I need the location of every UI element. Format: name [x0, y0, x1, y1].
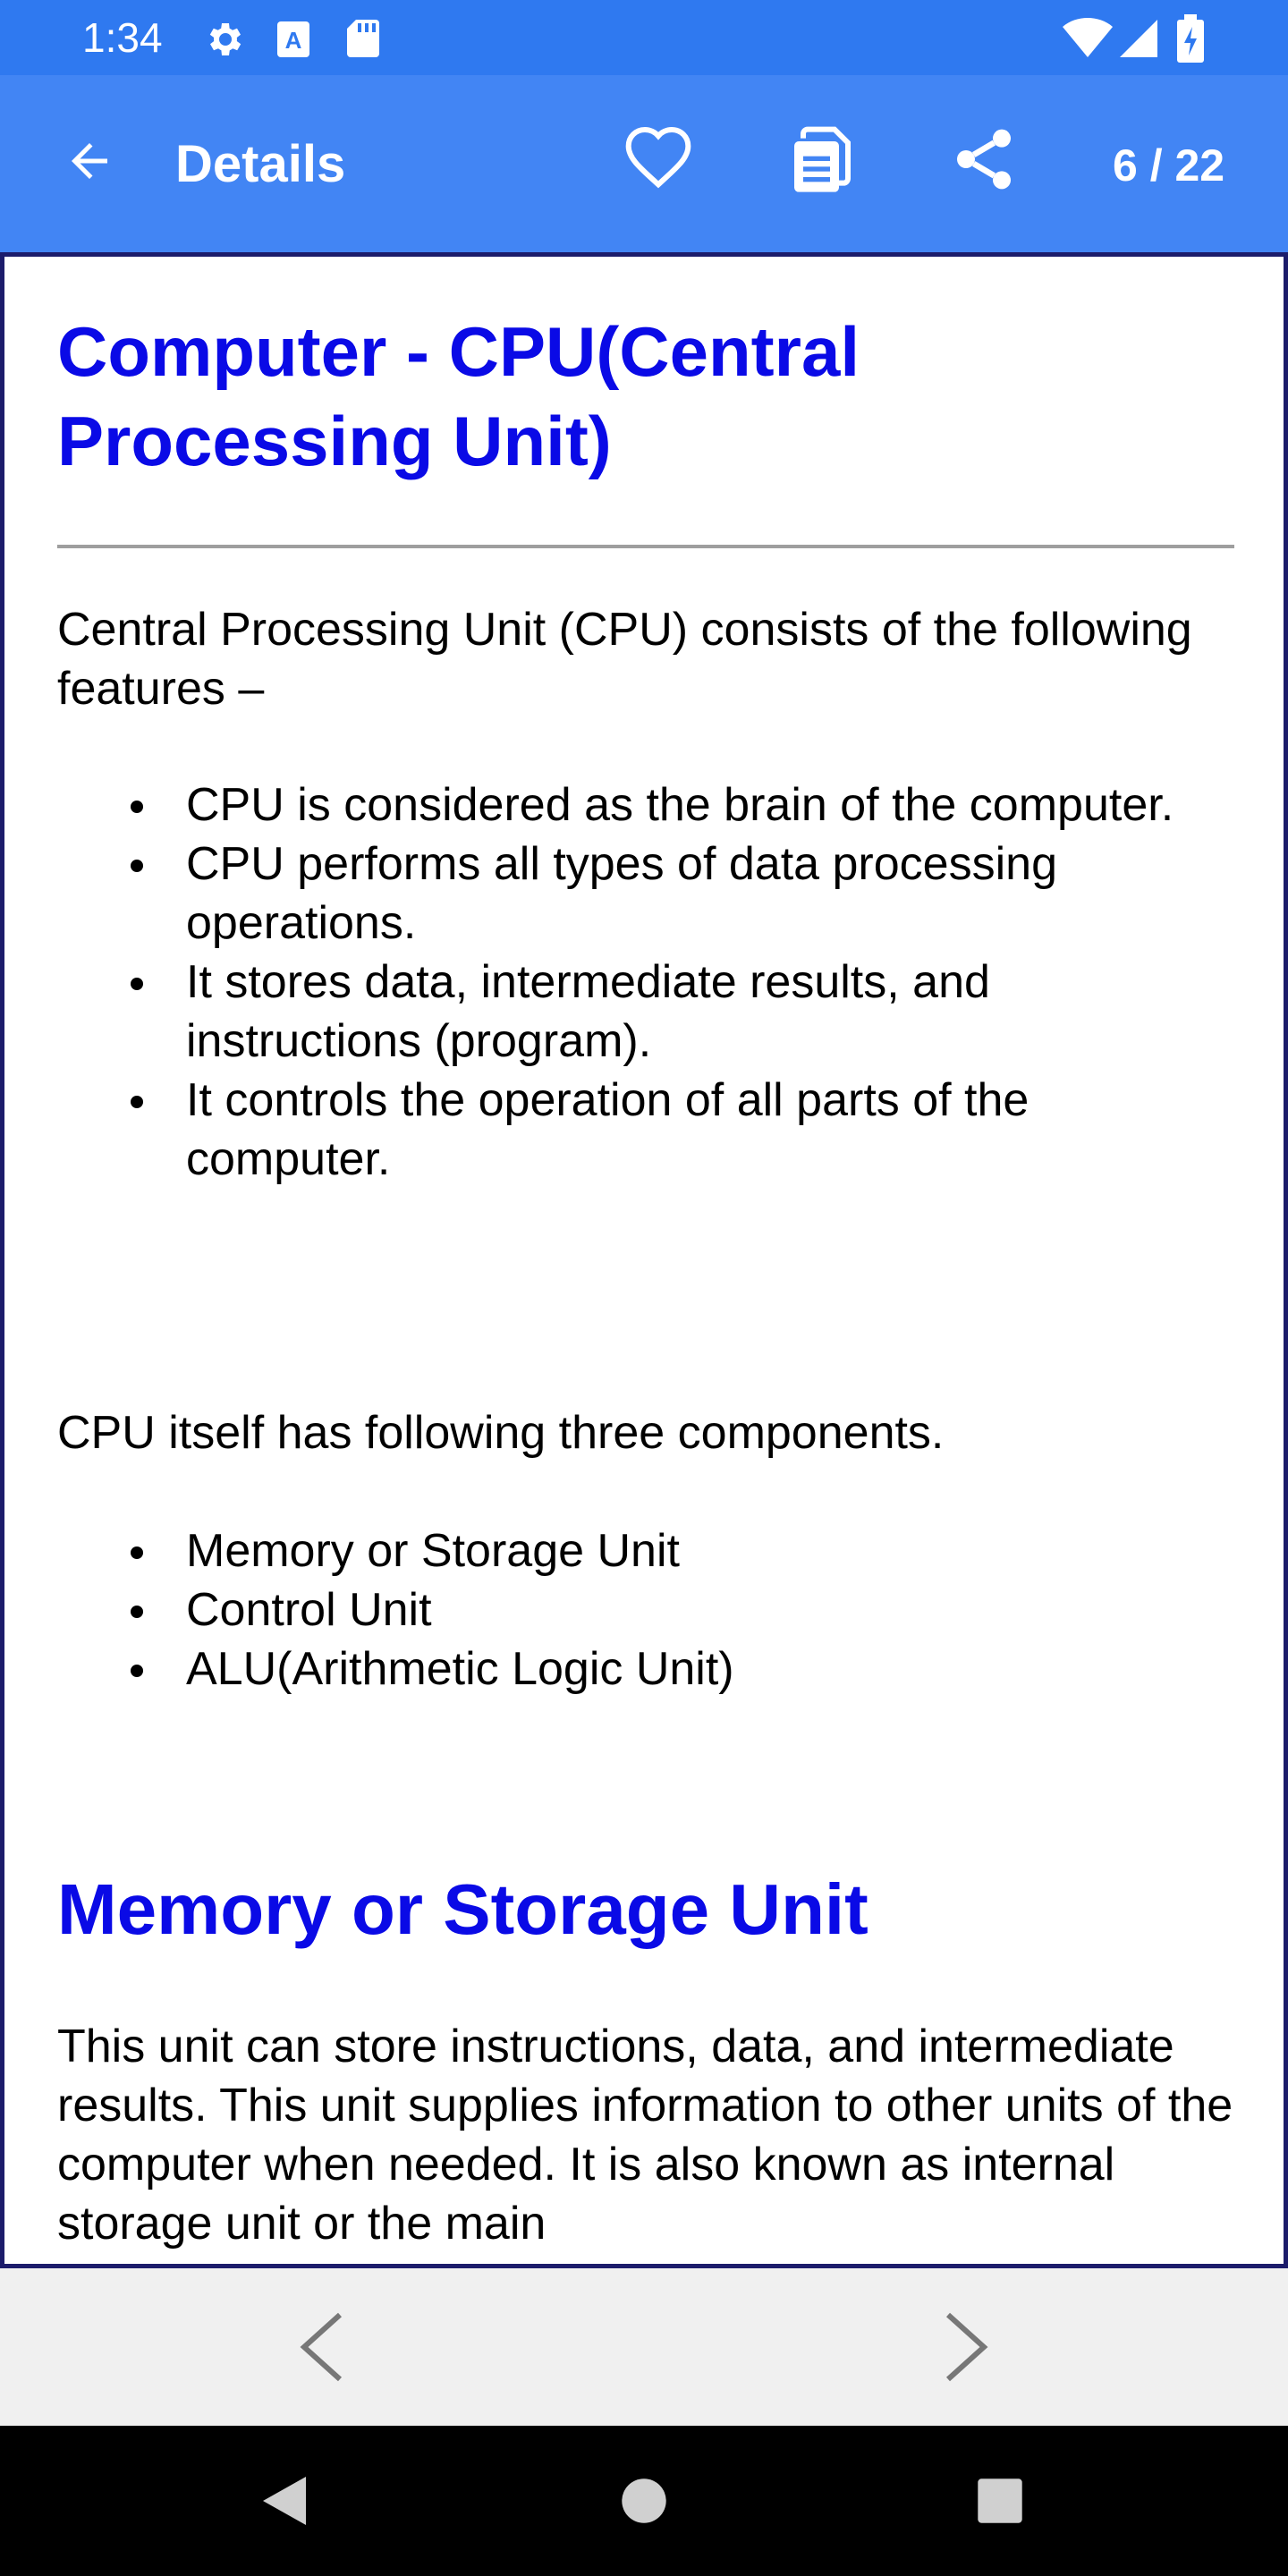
- back-triangle-icon[interactable]: [249, 2465, 320, 2537]
- page-counter: 6 / 22: [1113, 140, 1225, 191]
- list-item: Control Unit: [57, 1580, 1234, 1640]
- list-item: It stores data, intermediate results, and instructions (program).: [57, 953, 1234, 1071]
- section-heading: Memory or Storage Unit: [57, 1869, 869, 1949]
- article-title: Computer - CPU(Central Processing Unit): [57, 312, 860, 480]
- components-list: [57, 1521, 1234, 1699]
- gear-icon: [202, 18, 245, 65]
- battery-icon: [1177, 14, 1204, 67]
- sd-card-icon: [345, 18, 381, 64]
- home-circle-icon[interactable]: [608, 2465, 680, 2537]
- signal-icon: [1118, 18, 1159, 64]
- list-item: Memory or Storage Unit: [57, 1521, 1234, 1580]
- features-list: [57, 775, 1234, 1189]
- list-item: CPU performs all types of data processing operations.: [57, 835, 1234, 953]
- intro-paragraph: Central Processing Unit (CPU) consists of the following features –: [57, 604, 1192, 715]
- svg-text:A: A: [284, 27, 302, 54]
- status-time: 1:34: [82, 14, 163, 61]
- copy-icon[interactable]: [782, 120, 860, 199]
- app-bar: [0, 75, 1288, 252]
- divider: [57, 545, 1234, 548]
- status-bar: [0, 0, 1288, 75]
- page-title: Details: [175, 135, 346, 193]
- components-intro: CPU itself has following three components.: [57, 1407, 945, 1459]
- list-item: It controls the operation of all parts of the computer.: [57, 1071, 1234, 1189]
- section-paragraph: This unit can store instructions, data, and intermediate results. This unit supplies information to other units of the computer when needed. It is also known as internal storage unit or the main: [57, 2021, 1233, 2250]
- recents-square-icon[interactable]: [964, 2465, 1036, 2537]
- back-arrow-icon[interactable]: [54, 125, 125, 197]
- wifi-icon: [1063, 16, 1113, 64]
- a-box-icon: [275, 20, 311, 64]
- list-item: CPU is considered as the brain of the computer.: [57, 775, 1234, 835]
- share-icon[interactable]: [945, 120, 1023, 199]
- pager-bar: [0, 2268, 1288, 2426]
- chevron-right-icon[interactable]: [930, 2311, 1002, 2383]
- chevron-left-icon[interactable]: [286, 2311, 358, 2383]
- list-item: ALU(Arithmetic Logic Unit): [57, 1640, 1234, 1699]
- content-frame: [0, 252, 1288, 2268]
- system-nav-bar: [0, 2426, 1288, 2576]
- heart-icon[interactable]: [619, 120, 698, 199]
